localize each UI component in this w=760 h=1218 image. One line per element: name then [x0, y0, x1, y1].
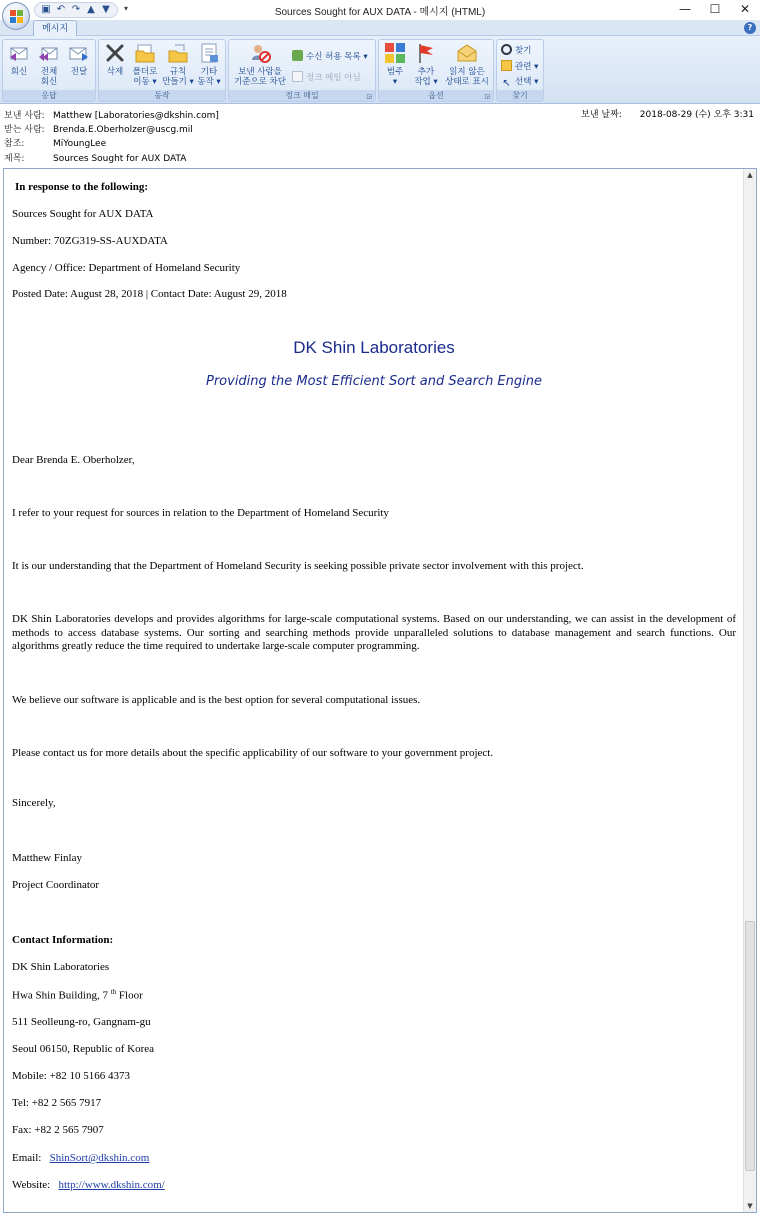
related-icon	[501, 60, 512, 71]
from-value[interactable]: Matthew [Laboratories@dkshin.com]	[53, 111, 219, 121]
contact-mobile: Mobile: +82 10 5166 4373	[12, 1070, 131, 1082]
not-junk-icon	[292, 71, 303, 82]
window-title: Sources Sought for AUX DATA - 메시지 (HTML)	[274, 7, 486, 18]
sent-value: 2018-08-29 (수) 오후 3:31	[639, 110, 754, 120]
group-options-label: 옵션	[379, 90, 493, 101]
find-label: 찾기	[515, 46, 532, 56]
subject-value: Sources Sought for AUX DATA	[53, 154, 187, 164]
sent-label: 보낸 날짜:	[581, 110, 622, 120]
close-button[interactable]: ✕	[739, 2, 751, 16]
contact-building	[12, 988, 143, 1002]
redo-icon[interactable]: ↷	[71, 4, 81, 15]
group-find-label: 찾기	[497, 90, 543, 101]
group-actions-label: 동작	[99, 90, 225, 101]
group-junk-label: 정크 메일	[229, 90, 375, 101]
block-sender-label-2: 기준으로 차단	[234, 77, 286, 87]
mark-unread-label-1: 읽지 않은	[449, 67, 485, 77]
intro-agency: Agency / Office: Department of Homeland Security	[12, 262, 241, 274]
website-label: Website:	[12, 1179, 51, 1191]
from-label: 보낸 사람:	[4, 111, 45, 121]
categorize-label-2: ▾	[392, 77, 398, 87]
contact-street: 511 Seolleung-ro, Gangnam-gu	[12, 1016, 151, 1028]
undo-icon[interactable]: ↶	[56, 4, 66, 15]
tab-message[interactable]: 메시지	[33, 20, 77, 37]
reply-all-icon	[38, 42, 60, 64]
group-options	[378, 39, 494, 102]
other-label-1: 기타	[200, 67, 218, 77]
scroll-up-arrow-icon[interactable]: ▲	[747, 171, 753, 179]
cursor-icon: ↖	[502, 78, 511, 89]
safe-list-icon	[292, 50, 303, 61]
binoculars-icon	[501, 44, 512, 55]
paragraph-1: I refer to your request for sources in relation to the Department of Homeland Security	[12, 507, 389, 519]
categorize-button[interactable]	[382, 42, 408, 87]
block-sender-label-1: 보낸 사람을	[238, 67, 282, 77]
paragraph-5: Please contact us for more details about the specific applicability of our software to your government project.	[12, 747, 494, 759]
reply-button[interactable]	[6, 42, 32, 77]
delete-button[interactable]	[102, 42, 128, 77]
rules-icon	[167, 42, 189, 64]
create-rule-button[interactable]	[162, 42, 194, 87]
intro-number: Number: 70ZG319-SS-AUXDATA	[12, 235, 168, 247]
select-button[interactable]	[501, 76, 538, 89]
save-icon[interactable]: ▣	[41, 4, 51, 15]
company-tagline: Providing the Most Efficient Sort and Search Engine	[205, 374, 542, 389]
greeting: Dear Brenda E. Oberholzer,	[12, 454, 135, 466]
vertical-scrollbar[interactable]	[743, 169, 756, 1212]
ribbon-tab-row	[0, 20, 760, 36]
intro-title: Sources Sought for AUX DATA	[12, 208, 154, 220]
find-button[interactable]	[501, 44, 531, 57]
move-label-2: 이동 ▾	[133, 77, 157, 87]
scroll-down-arrow-icon[interactable]: ▼	[747, 1202, 753, 1210]
help-icon[interactable]: ?	[744, 22, 756, 34]
office-logo-icon	[10, 10, 23, 23]
unread-envelope-icon	[456, 42, 478, 64]
website-link[interactable]: http://www.dkshin.com/	[58, 1179, 165, 1191]
email-label: Email:	[12, 1152, 42, 1164]
signer-title: Project Coordinator	[12, 879, 100, 891]
other-actions-button[interactable]	[195, 42, 223, 87]
closing: Sincerely,	[12, 797, 56, 809]
sent-date	[581, 107, 754, 120]
other-label-2: 동작 ▾	[197, 77, 221, 87]
subject-label: 제목:	[4, 154, 25, 164]
customize-qat-icon[interactable]: ▾	[124, 4, 129, 13]
not-junk-button[interactable]	[292, 71, 361, 84]
contact-heading: Contact Information:	[12, 934, 114, 946]
group-respond-label: 응답	[3, 90, 95, 101]
previous-item-icon[interactable]: ▲	[87, 4, 95, 15]
contact-building-sup: th	[110, 988, 117, 996]
paragraph-3: DK Shin Laboratories develops and provides algorithms for large-scale computational systems. Based on our understanding, we can assist in the development of methods to access database systems. Our sorting and searching methods provide unparalleled solutions to database management and search functions. Our algorithms greatly reduce the time required to undertake large-scale computer programming.	[12, 613, 736, 652]
contact-company: DK Shin Laboratories	[12, 961, 110, 973]
safe-list-button[interactable]	[292, 50, 368, 63]
reply-all-label-2: 회신	[40, 77, 58, 87]
reply-all-button[interactable]	[35, 42, 63, 87]
group-find	[496, 39, 544, 102]
delete-label: 삭제	[106, 67, 124, 77]
intro-heading: In response to the following:	[15, 181, 149, 193]
categorize-label-1: 범주	[386, 67, 404, 77]
safe-list-label: 수신 허용 목록 ▾	[306, 52, 368, 62]
not-junk-label: 정크 메일 아님	[306, 73, 361, 83]
ribbon	[0, 36, 760, 104]
reply-label: 회신	[10, 67, 28, 77]
related-button[interactable]	[501, 60, 538, 73]
cc-label: 참조:	[4, 139, 25, 149]
flag-icon	[415, 42, 437, 64]
group-junk-mail	[228, 39, 376, 102]
forward-icon	[68, 42, 90, 64]
junk-dialog-launcher-icon[interactable]: ◲	[366, 93, 372, 100]
forward-label: 전달	[70, 67, 88, 77]
scrollbar-thumb[interactable]	[745, 921, 755, 1171]
rules-label-2: 만들기 ▾	[162, 77, 194, 87]
office-button[interactable]	[2, 2, 30, 30]
rules-label-1: 규칙	[169, 67, 187, 77]
follow-up-label-1: 추가	[417, 67, 435, 77]
options-dialog-launcher-icon[interactable]: ◲	[484, 93, 490, 100]
contact-fax: Fax: +82 2 565 7907	[12, 1124, 104, 1136]
categorize-icon	[384, 42, 406, 64]
paragraph-4: We believe our software is applicable and is the best option for several computational issues.	[12, 694, 421, 706]
intro-dates: Posted Date: August 28, 2018 | Contact Date: August 29, 2018	[12, 288, 287, 300]
contact-building-pre: Hwa Shin Building, 7	[12, 989, 108, 1002]
group-respond	[2, 39, 96, 102]
block-sender-button[interactable]	[231, 42, 289, 87]
message-body[interactable]	[3, 168, 757, 1213]
mark-unread-button[interactable]	[442, 42, 492, 87]
contact-tel: Tel: +82 2 565 7917	[12, 1097, 102, 1109]
minimize-button[interactable]: —	[679, 2, 691, 16]
reply-all-label-1: 전체	[40, 67, 58, 77]
contact-city: Seoul 06150, Republic of Korea	[12, 1043, 155, 1055]
follow-up-button[interactable]	[412, 42, 440, 87]
to-label: 받는 사람:	[4, 125, 45, 135]
contact-building-post: Floor	[118, 989, 143, 1002]
contact-email-row	[12, 1152, 149, 1164]
cc-value[interactable]: MiYoungLee	[53, 139, 107, 149]
select-label: 선택 ▾	[515, 77, 539, 87]
company-title: DK Shin Laboratories	[293, 338, 455, 357]
signer-name: Matthew Finlay	[12, 852, 82, 864]
next-item-icon[interactable]: ▼	[102, 4, 110, 15]
contact-website-row	[12, 1179, 165, 1191]
move-to-folder-button[interactable]	[130, 42, 160, 87]
paragraph-2: It is our understanding that the Department of Homeland Security is seeking possible private sector involvement with this project.	[12, 560, 584, 572]
forward-button[interactable]	[66, 42, 92, 77]
mark-unread-label-2: 상태로 표시	[445, 77, 489, 87]
reply-icon	[8, 42, 30, 64]
group-actions	[98, 39, 226, 102]
related-label: 관련 ▾	[515, 62, 539, 72]
delete-icon	[104, 42, 126, 64]
to-value[interactable]: Brenda.E.Oberholzer@uscg.mil	[53, 125, 193, 135]
email-link[interactable]: ShinSort@dkshin.com	[49, 1152, 150, 1164]
other-actions-icon	[198, 42, 220, 64]
follow-up-label-2: 작업 ▾	[414, 77, 438, 87]
title-bar	[0, 0, 760, 20]
folder-move-icon	[134, 42, 156, 64]
block-sender-icon	[249, 42, 271, 64]
maximize-button[interactable]: ☐	[709, 2, 721, 16]
move-label-1: 폴더로	[132, 67, 158, 77]
